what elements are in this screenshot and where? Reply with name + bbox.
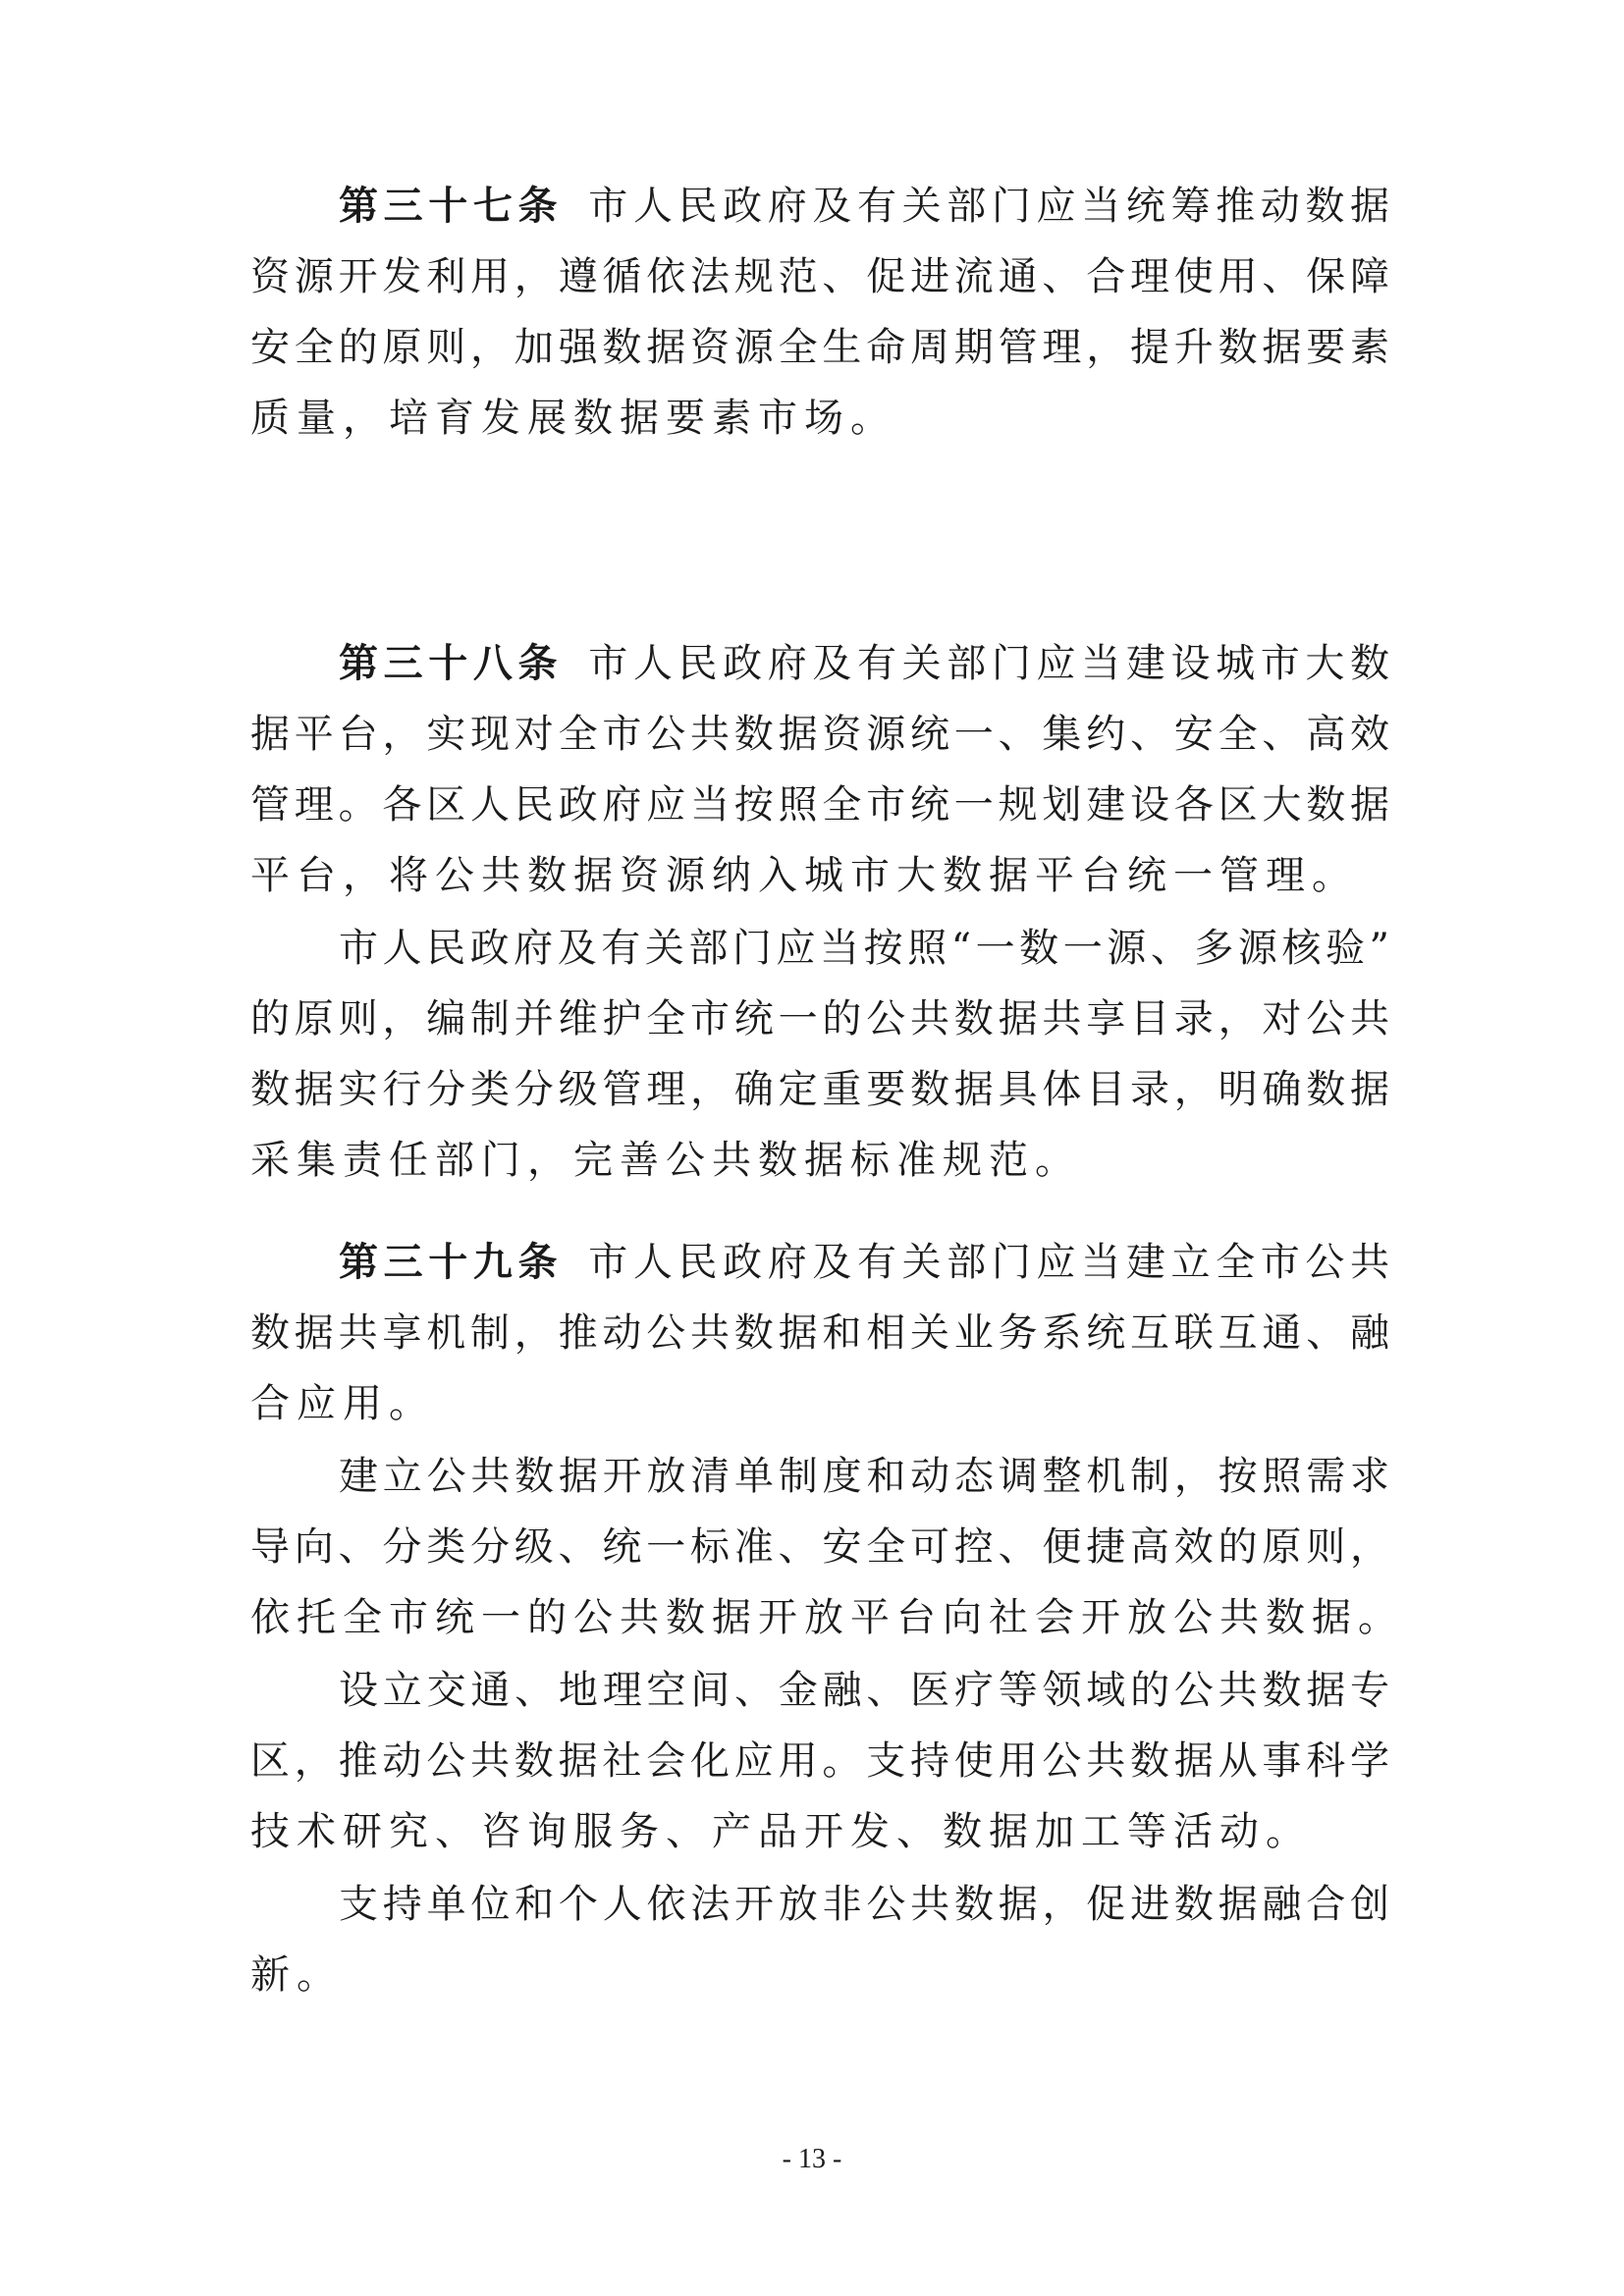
article-first-line — [250, 628, 1389, 699]
paragraph-line: 市人民政府及有关部门应当按照“一数一源、多源核验” — [339, 926, 1389, 971]
document-page — [250, 0, 1404, 2296]
article-line: 管理。各区人民政府应当按照全市统一规划建设各区大数据 — [250, 782, 1389, 828]
article-line: 资源开发利用，遵循依法规范、促进流通、合理使用、保障 — [250, 254, 1389, 299]
paragraph-line: 新。 — [250, 1952, 343, 1998]
article-title: 第三十九条 — [339, 1240, 564, 1285]
paragraph-line: 导向、分类分级、统一标准、安全可控、便捷高效的原则， — [250, 1524, 1389, 1570]
article-line: 合应用。 — [250, 1381, 435, 1426]
paragraph-line: 区，推动公共数据社会化应用。支持使用公共数据从事科学 — [250, 1738, 1389, 1784]
article-line: 安全的原则，加强数据资源全生命周期管理，提升数据要素 — [250, 325, 1389, 370]
article-text: 市人民政府及有关部门应当统筹推动数据 — [588, 184, 1390, 229]
article-line: 平台，将公共数据资源纳入城市大数据平台统一管理。 — [250, 853, 1358, 898]
paragraph-line: 建立公共数据开放清单制度和动态调整机制，按照需求 — [339, 1454, 1389, 1499]
article-line: 质量，培育发展数据要素市场。 — [250, 396, 896, 441]
paragraph-line: 设立交通、地理空间、金融、医疗等领域的公共数据专 — [339, 1668, 1389, 1713]
paragraph-line: 的原则，编制并维护全市统一的公共数据共享目录，对公共 — [250, 996, 1389, 1041]
page-number: - 13 - — [782, 2144, 842, 2174]
paragraph-line: 数据实行分类分级管理，确定重要数据具体目录，明确数据 — [250, 1067, 1389, 1112]
article-title: 第三十八条 — [339, 641, 564, 686]
paragraph-line: 技术研究、咨询服务、产品开发、数据加工等活动。 — [250, 1809, 1312, 1854]
article-first-line — [250, 171, 1389, 241]
article-first-line — [250, 1227, 1389, 1298]
article-line: 据平台，实现对全市公共数据资源统一、集约、安全、高效 — [250, 712, 1389, 757]
article-title: 第三十七条 — [339, 184, 564, 229]
article-text: 市人民政府及有关部门应当建设城市大数 — [588, 641, 1390, 686]
paragraph-line: 采集责任部门，完善公共数据标准规范。 — [250, 1138, 1081, 1183]
article-text: 市人民政府及有关部门应当建立全市公共 — [588, 1240, 1390, 1285]
paragraph-line: 依托全市统一的公共数据开放平台向社会开放公共数据。 — [250, 1595, 1404, 1640]
paragraph-line: 支持单位和个人依法开放非公共数据，促进数据融合创 — [339, 1882, 1389, 1927]
article-line: 数据共享机制，推动公共数据和相关业务系统互联互通、融 — [250, 1310, 1389, 1356]
